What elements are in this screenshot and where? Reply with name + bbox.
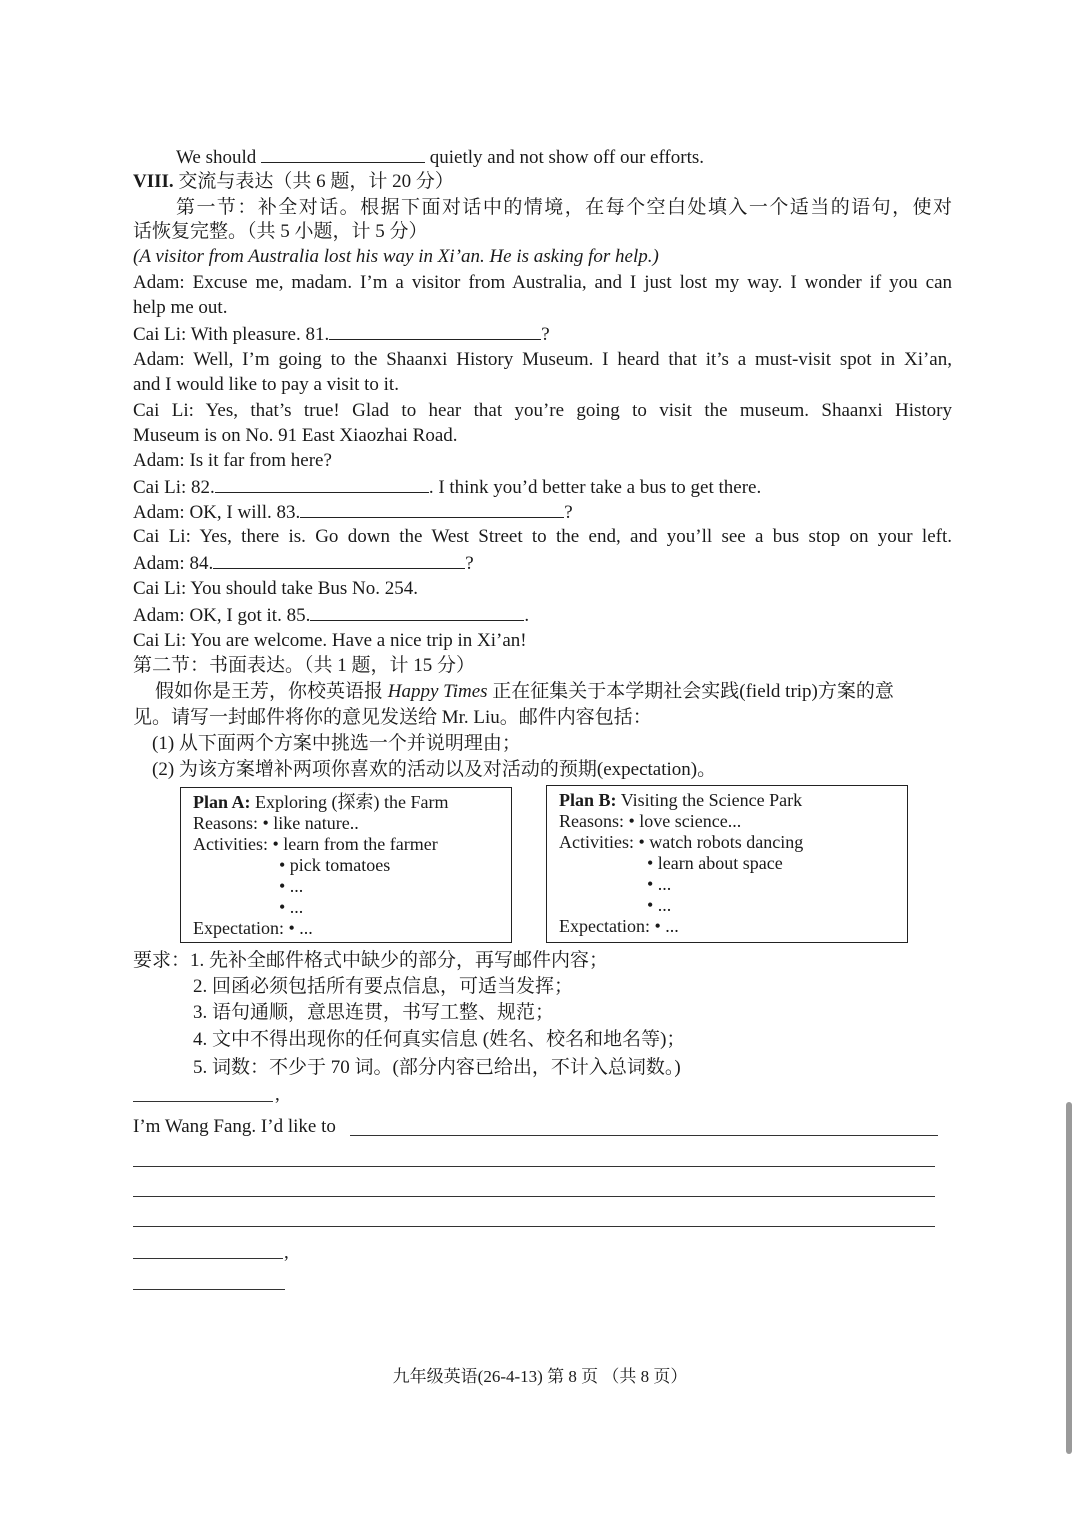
scrollbar-thumb[interactable] <box>1066 1102 1072 1454</box>
dialogue-line: and I would like to pay a visit to it. <box>133 374 399 395</box>
dialogue-line-85: Adam: OK, I got it. 85. . <box>133 602 952 628</box>
salutation-blank[interactable] <box>133 1101 273 1102</box>
plan-a-activities-row: Activities: • learn from the farmer <box>193 834 438 854</box>
plan-b-reasons-row: Reasons: • love science... <box>559 811 742 831</box>
dialogue-line: Cai Li: Yes, that’s true! Glad to hear that you’re going to visit the museum. Shaanxi History <box>133 400 952 421</box>
plan-b-activity: • learn about space <box>647 853 783 873</box>
writing-line[interactable] <box>133 1226 935 1227</box>
dialogue-line: Adam: Excuse me, madam. I’m a visitor from Australia, and I just lost my way. I wonder if you can <box>133 272 952 293</box>
dialogue-line: Museum is on No. 91 East Xiaozhai Road. <box>133 425 458 446</box>
writing-line[interactable] <box>133 1166 935 1167</box>
section-heading: VIII. 交流与表达（共 6 题，计 20 分） <box>133 171 454 192</box>
answer-blank-82[interactable] <box>215 474 429 493</box>
requirement: 2. 回函必须包括所有要点信息，可适当发挥； <box>193 976 574 997</box>
part2-heading: 第二节：书面表达。（共 1 题，计 15 分） <box>133 655 476 676</box>
dialogue-line: Adam: Well, I’m going to the Shaanxi History Museum. I heard that it’s a must-visit spot in Xi’an, <box>133 349 952 370</box>
plan-a-title-row: Plan A: Exploring (探索) the Farm <box>193 792 449 812</box>
dialogue-line: help me out. <box>133 297 228 318</box>
plan-b-expectation: Expectation: • ... <box>559 916 679 936</box>
plan-a-activity: • ... <box>279 897 304 917</box>
dialogue-line-84: Adam: 84. ? <box>133 550 952 576</box>
previous-answer-line: We should quietly and not show off our efforts. <box>176 144 952 170</box>
answer-blank-81[interactable] <box>329 321 541 340</box>
answer-blank-85[interactable] <box>310 602 524 621</box>
dialogue-line: Adam: Is it far from here? <box>133 450 332 471</box>
plan-b-activity: • ... <box>647 874 672 894</box>
plan-b-activity: • ... <box>647 895 672 915</box>
part2-item-2: (2) 为该方案增补两项你喜欢的活动以及对活动的预期(expectation)。 <box>152 759 717 780</box>
answer-blank[interactable] <box>261 144 425 163</box>
plan-a-box <box>180 787 512 943</box>
dialogue-line: Cai Li: You are welcome. Have a nice trip in Xi’an! <box>133 630 527 651</box>
requirement: 5. 词数：不少于 70 词。(部分内容已给出，不计入总词数。) <box>193 1057 681 1078</box>
dialogue-context: (A visitor from Australia lost his way in Xi’an. He is asking for help.) <box>133 246 659 267</box>
plan-a-activity: • ... <box>279 876 304 896</box>
dialogue-line-83: Adam: OK, I will. 83. ? <box>133 499 952 525</box>
part2-intro-line1: 假如你是王芳，你校英语报 Happy Times 正在征集关于本学期社会实践(field trip)方案的意 <box>155 681 894 702</box>
closing-blank[interactable] <box>133 1258 283 1259</box>
signature-blank[interactable] <box>133 1289 285 1290</box>
closing-comma: , <box>284 1242 289 1263</box>
requirement: 3. 语句通顺，意思连贯，书写工整、规范； <box>193 1002 555 1023</box>
plan-a-reasons-row: Reasons: • like nature.. <box>193 813 359 833</box>
plan-b-title-row: Plan B: Visiting the Science Park <box>559 790 803 810</box>
plan-b-box <box>546 785 908 943</box>
answer-blank-84[interactable] <box>213 550 465 569</box>
part1-intro-line2: 话恢复完整。（共 5 小题，计 5 分） <box>133 221 428 242</box>
part2-item-1: (1) 从下面两个方案中挑选一个并说明理由； <box>152 733 521 754</box>
requirements-row: 要求：1. 先补全邮件格式中缺少的部分，再写邮件内容； <box>133 950 609 971</box>
plan-a-activity: • pick tomatoes <box>279 855 391 875</box>
writing-line[interactable] <box>133 1196 935 1197</box>
dialogue-line: Cai Li: Yes, there is. Go down the West Street to the end, and you’ll see a bus stop on your left. <box>133 526 952 547</box>
salutation-comma: , <box>275 1084 280 1105</box>
dialogue-line-81: Cai Li: With pleasure. 81. ? <box>133 321 952 347</box>
requirement: 4. 文中不得出现你的任何真实信息 (姓名、校名和地名等)； <box>193 1029 686 1050</box>
answer-blank-83[interactable] <box>300 499 564 518</box>
part2-intro-line2: 见。请写一封邮件将你的意见发送给 Mr. Liu。邮件内容包括： <box>133 707 652 728</box>
dialogue-line: Cai Li: You should take Bus No. 254. <box>133 578 419 599</box>
plan-a-expectation: Expectation: • ... <box>193 918 313 938</box>
email-opening-line: I’m Wang Fang. I’d like to <box>133 1116 336 1137</box>
writing-line[interactable] <box>350 1135 938 1136</box>
plan-b-activities-row: Activities: • watch robots dancing <box>559 832 804 852</box>
dialogue-line-82: Cai Li: 82. . I think you’d better take a bus to get there. <box>133 474 952 500</box>
page-footer: 九年级英语(26-4-13) 第 8 页 （共 8 页） <box>392 1367 688 1386</box>
part1-intro-line1: 第一节：补全对话。根据下面对话中的情境，在每个空白处填入一个适当的语句，使对 <box>176 197 952 218</box>
